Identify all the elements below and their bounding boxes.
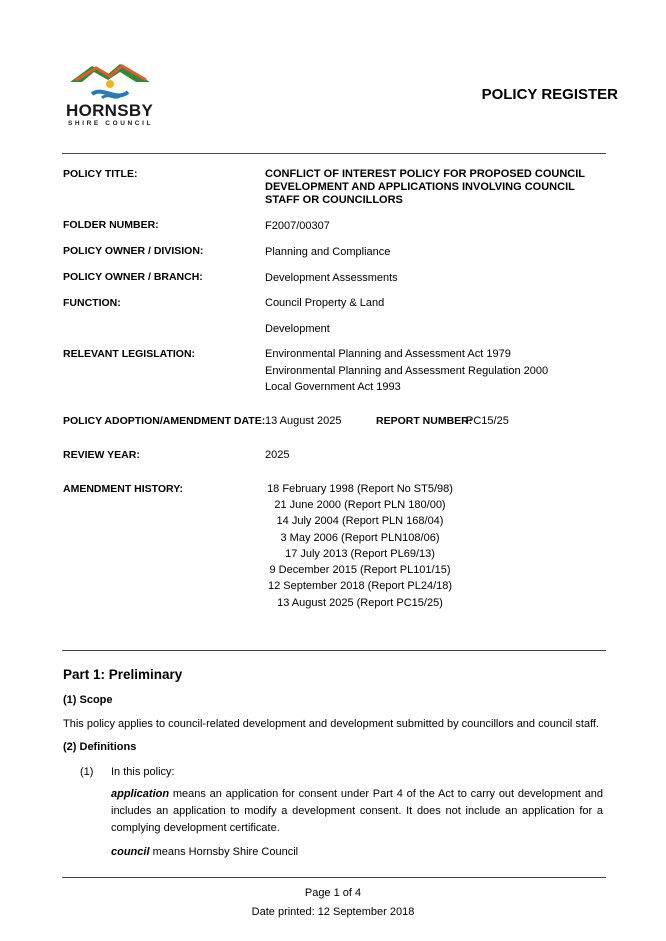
report-value: PC15/25 [466,415,509,427]
history-label: AMENDMENT HISTORY: [63,483,183,495]
term-application: application [111,788,170,800]
history-item: 17 July 2013 (Report PL69/13) [285,548,435,560]
adoption-value: 13 August 2025 [265,415,342,427]
org-subtitle: SHIRE COUNCIL [68,120,154,127]
history-item: 18 February 1998 (Report No ST5/98) [267,483,453,495]
history-item: 9 December 2015 (Report PL101/15) [269,564,451,576]
history-item: 12 September 2018 (Report PL24/18) [267,580,453,592]
history-item: 13 August 2025 (Report PC15/25) [277,597,443,609]
history-item: 14 July 2004 (Report PLN 168/04) [276,515,444,527]
definitions-number: (1) [80,766,94,778]
term-council: council [111,846,150,858]
function-label: FUNCTION: [63,297,121,309]
folder-value: F2007/00307 [265,220,330,232]
definition-application [111,786,603,837]
legislation-item: Local Government Act 1993 [265,381,401,393]
definitions-intro: In this policy: [111,766,175,778]
policy-title-label: POLICY TITLE: [63,168,138,180]
division-value: Planning and Compliance [265,246,391,258]
history-item: 3 May 2006 (Report PLN108/06) [280,532,440,544]
branch-label: POLICY OWNER / BRANCH: [63,271,203,283]
report-label: REPORT NUMBER: [376,415,473,427]
definition-council [111,844,298,861]
history-item: 21 June 2000 (Report PLN 180/00) [274,499,446,511]
legislation-item: Environmental Planning and Assessment Regulation 2000 [265,365,549,377]
policy-title-value: CONFLICT OF INTEREST POLICY FOR PROPOSED COUNCIL DEVELOPMENT AND APPLICATIONS INVOLVING COUNCIL STAFF OR COUNCILLORS [265,168,585,206]
folder-label: FOLDER NUMBER: [63,219,159,231]
divider [62,650,606,651]
division-label: POLICY OWNER / DIVISION: [63,245,204,257]
review-value: 2025 [265,449,290,461]
branch-value: Development Assessments [265,272,398,284]
definitions-heading: (2) Definitions [63,741,137,753]
scope-heading: (1) Scope [63,694,113,706]
function-value-1: Council Property & Land [265,297,385,309]
doc-title: POLICY REGISTER [481,86,618,103]
adoption-label: POLICY ADOPTION/AMENDMENT DATE: [63,415,266,427]
legislation-label: RELEVANT LEGISLATION: [63,348,196,360]
legislation-item: Environmental Planning and Assessment Act 1979 [265,348,511,360]
page-number: Page 1 of 4 [304,887,362,899]
definition-council-text: means Hornsby Shire Council [149,846,299,858]
scope-text: This policy applies to council-related development and development submitted by councillors and council staff. [63,718,600,730]
function-value-2: Development [265,323,330,335]
divider [62,153,606,154]
divider [62,877,606,878]
part-heading: Part 1: Preliminary [63,667,183,682]
definition-application-text: means an application for consent under Part 4 of the Act to carry out development and includes an application to modify a development consent. It does not include an application for a complying development certificate. [111,788,603,834]
date-printed: Date printed: 12 September 2018 [251,906,415,918]
org-name: HORNSBY [66,101,154,120]
review-label: REVIEW YEAR: [63,449,140,461]
